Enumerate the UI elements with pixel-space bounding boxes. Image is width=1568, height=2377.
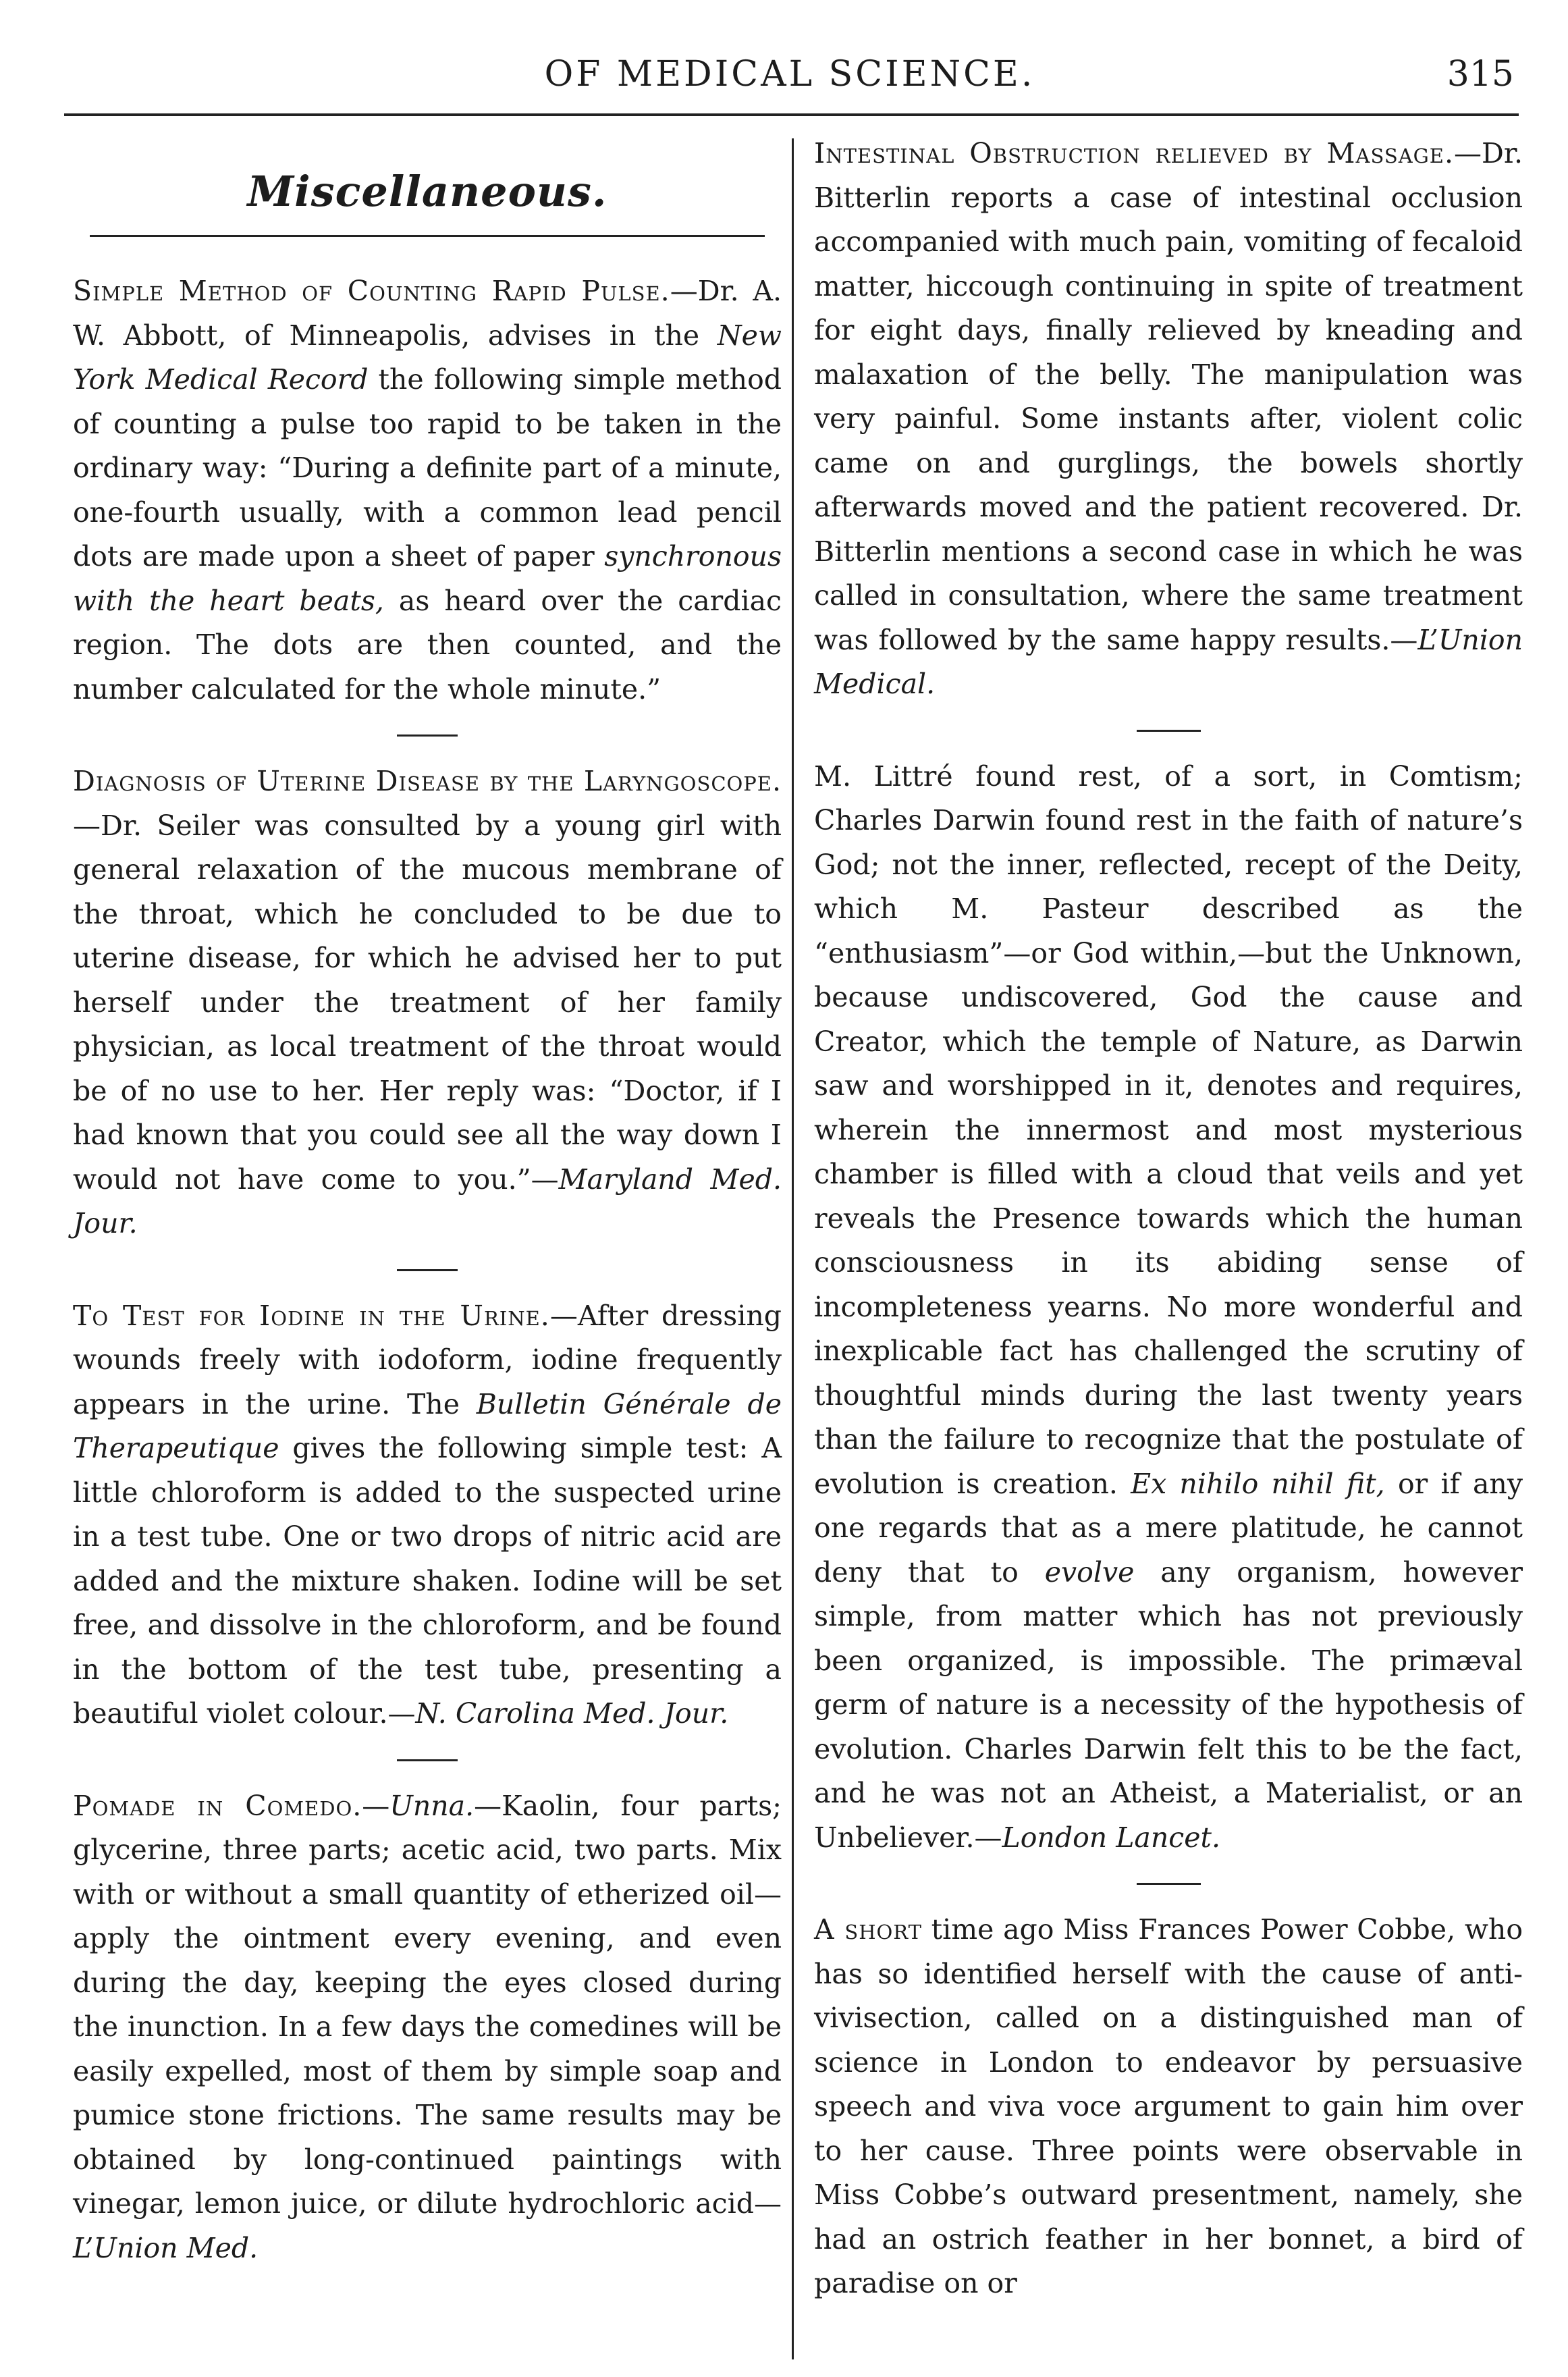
article-massage [814,132,1523,707]
article-title: Pomade in Comedo. [73,1789,362,1822]
article-text: —Dr. A. W. Abbott, of Minneapolis, advises in the [73,275,782,352]
article-text: —Dr. Bitterlin reports a case of intestinal occlusion accompanied with much pain, vomiting of fecaloid matter, hiccough continuing in spite of treatment for eight days, finally relieved by kneading and malaxation of the belly. The manipulation was very painful. Some instants after, violent colic came on and gurglings, the bowels shortly afterwards moved and the patient recovered. Dr. Bitterlin mentions a second case in which he was called in consultation, where the same treatment was followed by the same happy results.— [814,137,1523,656]
article-title: Intestinal Obstruction relieved by Massage. [814,137,1454,169]
article-source: L’Union Medical. [814,623,1523,700]
article-italic: New York Medical Record [73,319,782,396]
running-head [0,47,1568,101]
running-head-title: OF MEDICAL SCIENCE. [544,54,1035,95]
article-text: any organism, however simple, from matter which has not previously been organized, is impossible. The primæval germ of nature is a necessity of the hypothesis of evolution. Charles Darwin felt this to be the fact, and he was not an Atheist, a Materialist, or an Unbeliever.— [814,1555,1523,1854]
article-text: M. Littré found rest, of a sort, in Comtism; Charles Darwin found rest in the faith of nature’s God; not the inner, reflected, recept of the Deity, which M. Pasteur described as the “enthusiasm”—or God within,—but the Unknown, because undiscovered, God the cause and Creator, which the temple of Nature, as Darwin saw and worshipped in it, denotes and requires, wherein the innermost and most mysterious chamber is filled with a cloud that veils and yet reveals the Presence towards which the human consciousness in its abiding sense of incompleteness yearns. No more wonderful and inexplicable fact has challenged the scrutiny of thoughtful minds during the last twenty years than the failure to recognize that the postulate of evolution is creation. [814,759,1523,1500]
article-italic: Unna. [389,1789,475,1822]
article-darwin [814,755,1523,1861]
article-comedo [73,1784,782,2271]
article-cobbe [814,1908,1523,2306]
right-column [814,132,1523,2306]
article-separator [1137,1883,1201,1885]
article-pulse [73,269,782,712]
article-iodine [73,1294,782,1736]
article-text: —Kaolin, four parts; glycerine, three parts; acetic acid, two parts. Mix with or without a small quantity of etherized oil—apply the ointment every evening, and even during the day, keeping the eyes closed during the inunction. In a few days the comedines will be easily expelled, most of them by simple soap and pumice stone frictions. The same results may be obtained by long-continued paintings with vinegar, lemon juice, or dilute hydrochloric acid— [73,1789,782,2220]
article-text: —After dressing wounds freely with iodoform, iodine frequently appears in the urine. The [73,1299,782,1420]
section-heading: Miscellaneous. [247,167,607,216]
article-title: A short [814,1913,922,1946]
article-italic: evolve [1044,1555,1135,1588]
header-rule [64,113,1519,116]
article-title: Diagnosis of Uterine Disease by the Laryngoscope. [73,765,782,797]
article-source: N. Carolina Med. Jour. [415,1697,729,1730]
section-heading-rule [90,235,765,237]
article-separator [397,1269,458,1271]
article-separator [397,1759,458,1761]
article-separator [1137,730,1201,732]
article-source: Maryland Med. Jour. [73,1163,782,1239]
article-source: London Lancet. [1002,1821,1221,1854]
page-number: 315 [1447,54,1514,95]
article-italic: synchronous with the heart beats, [73,540,782,617]
article-text: or if any one regards that as a mere platitude, he cannot deny that to [814,1467,1523,1588]
article-text: —Dr. Seiler was consulted by a young girl with general relaxation of the mucous membrane of the throat, which he concluded to be due to uterine disease, for which he advised her to put herself under the treatment of her family physician, as local treatment of the throat would be of no use to her. Her reply was: “Doctor, if I had known that you could see all the way down I would not have come to you.”— [73,809,782,1196]
column-divider [792,138,794,2359]
article-italic: Ex nihilo nihil fit, [1131,1467,1385,1500]
article-text: time ago Miss Frances Power Cobbe, who has so identified herself with the cause of anti-vivisection, called on a distinguished man of science in London to endeavor by persuasive speech and viva voce argument to gain him over to her cause. Three points were observable in Miss Cobbe’s outward presentment, namely, she had an ostrich feather in her bonnet, a bird of paradise on or [814,1913,1523,2299]
article-text: the following simple method of counting a pulse too rapid to be taken in the ordinary way: “During a definite part of a minute, one-fourth usually, with a common lead pencil dots are made upon a sheet of paper [73,363,782,572]
article-separator [397,735,458,737]
left-column [73,132,782,2270]
article-text: — [362,1789,390,1822]
article-text: as heard over the cardiac region. The dots are then counted, and the number calculated for the whole minute.” [73,584,782,705]
article-laryngoscope [73,759,782,1246]
article-source: L’Union Med. [73,2231,259,2264]
article-title: Simple Method of Counting Rapid Pulse. [73,275,670,307]
article-text: gives the following simple test: A little chloroform is added to the suspected urine in a test tube. One or two drops of nitric acid are added and the mixture shaken. Iodine will be set free, and dissolve in the chloroform, and be found in the bottom of the test tube, presenting a beautiful violet colour.— [73,1432,782,1730]
article-italic: Bulletin Générale de Therapeutique [73,1387,782,1464]
article-title: To Test for Iodine in the Urine. [73,1299,550,1332]
